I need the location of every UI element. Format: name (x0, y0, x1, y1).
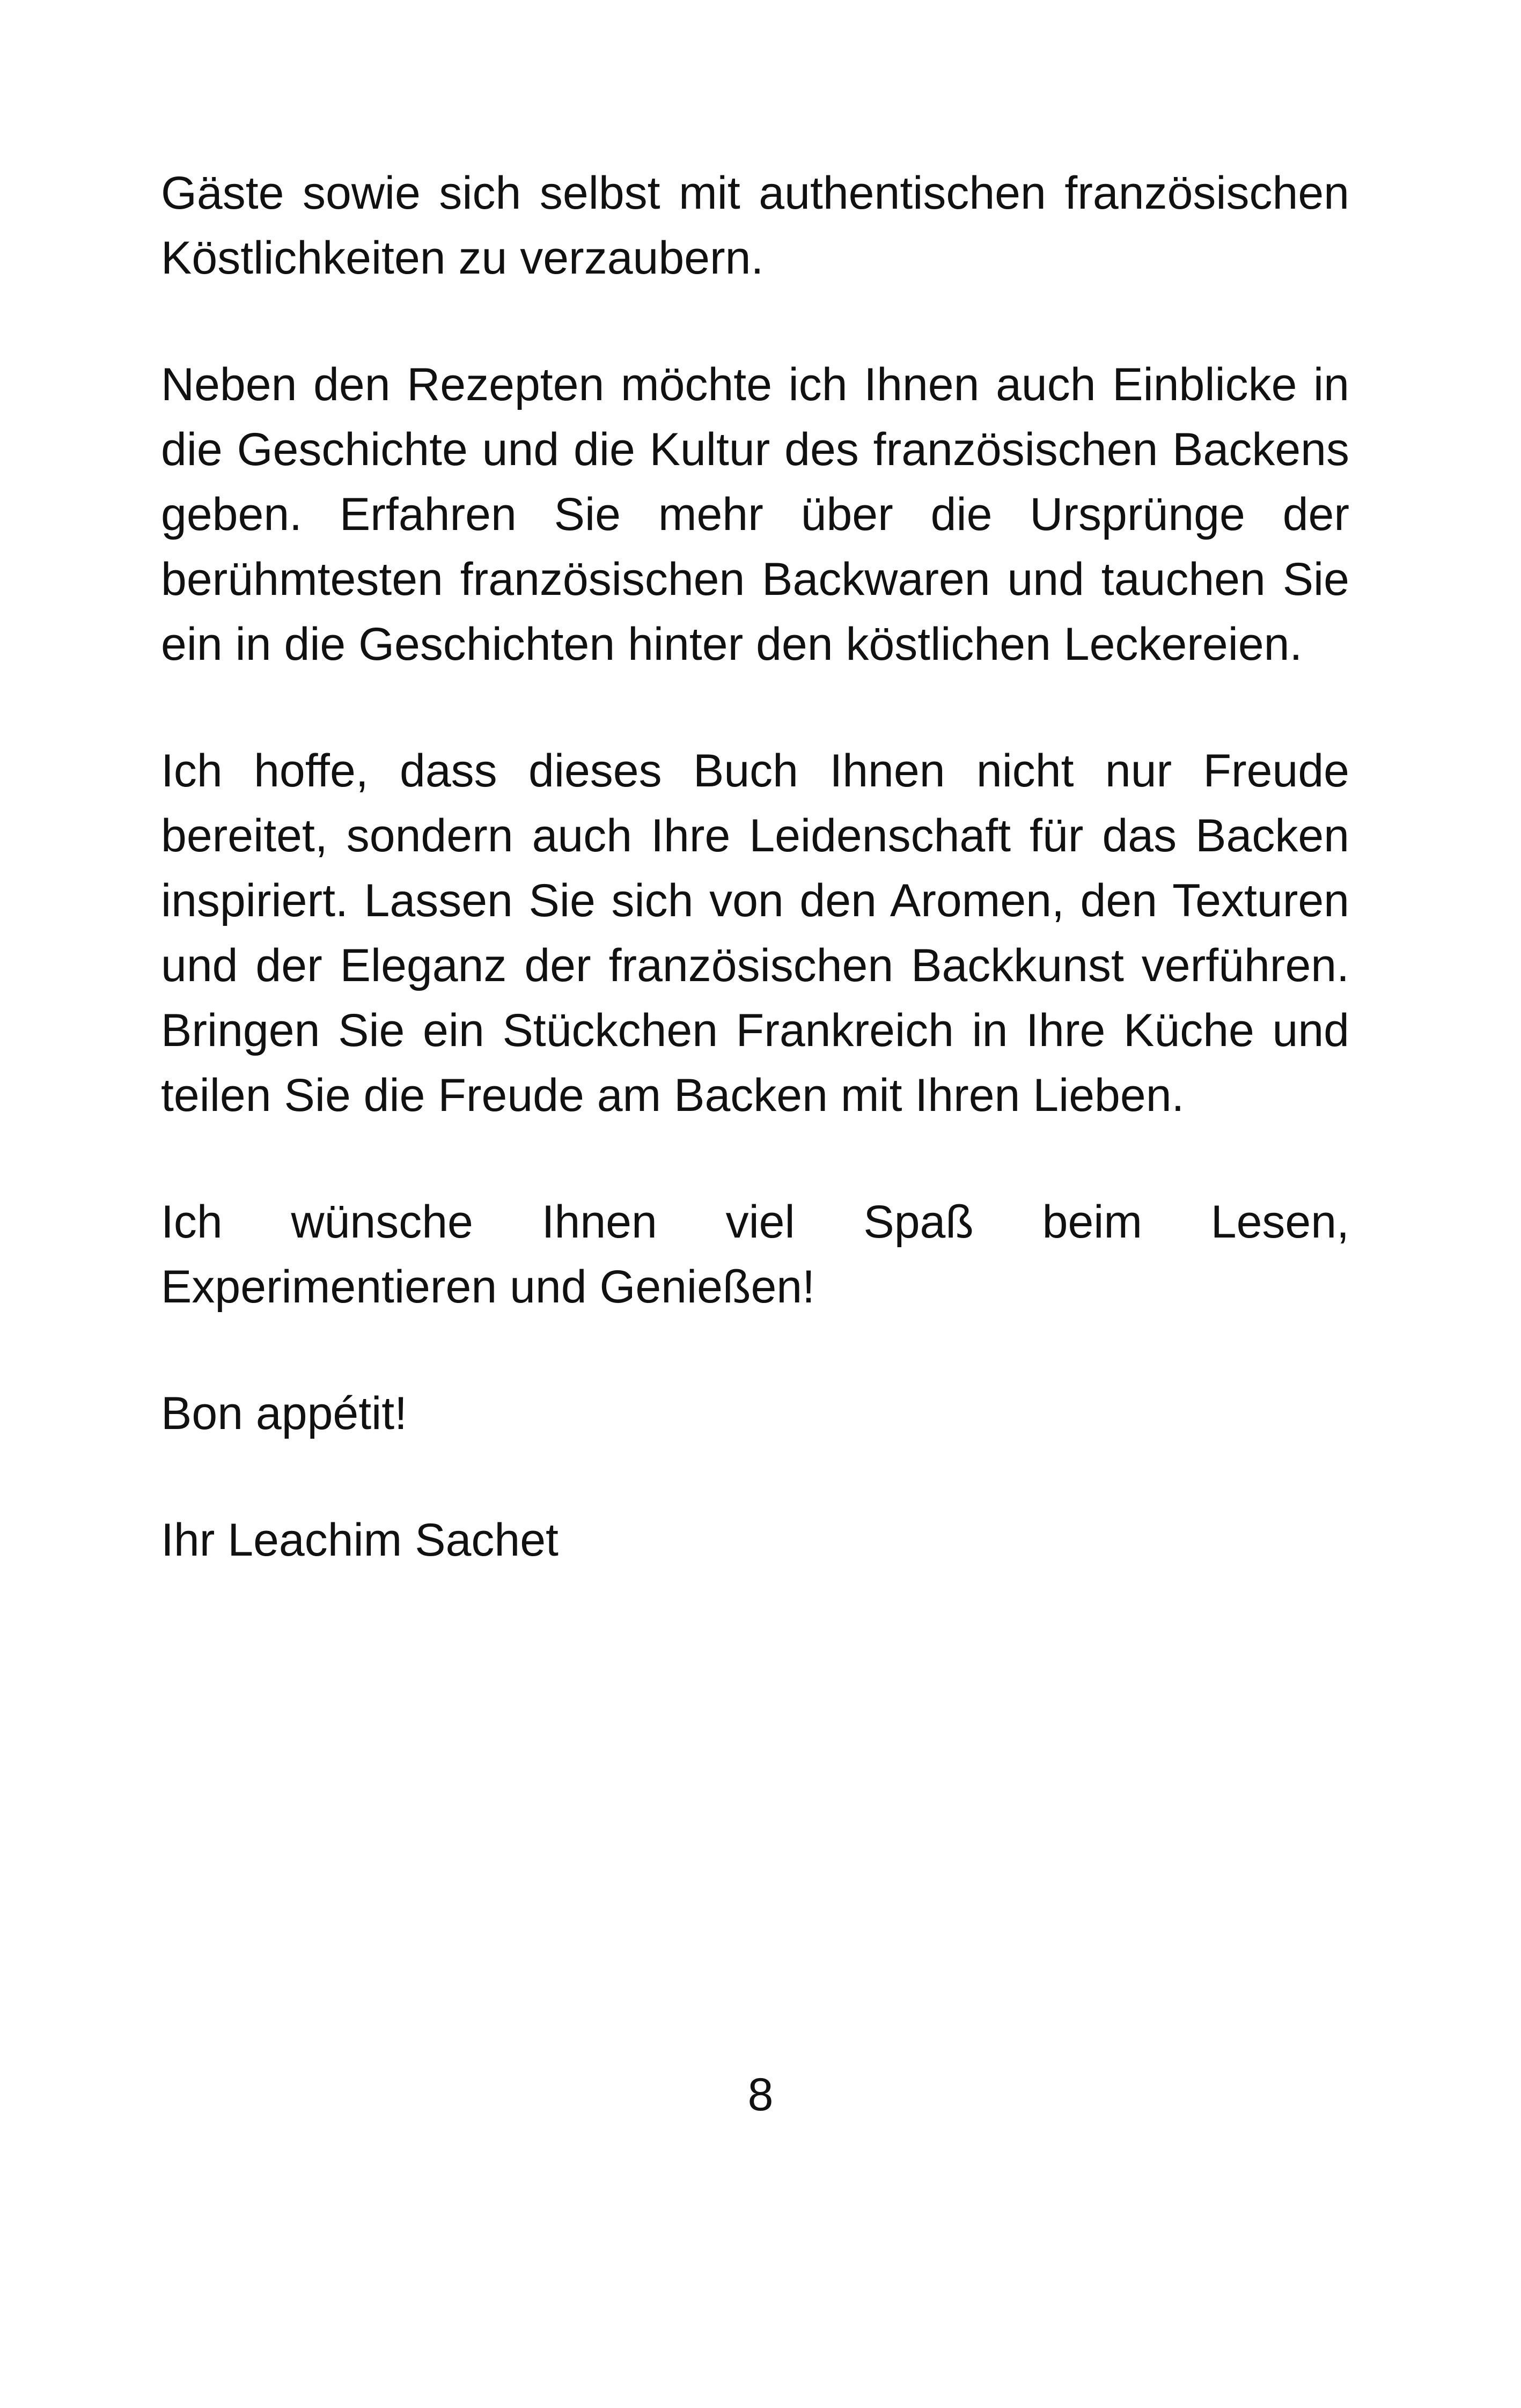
paragraph-4: Ich wünsche Ihnen viel Spaß beim Lesen, Experimentieren und Genießen! (161, 1196, 1349, 1313)
paragraph-3: Ich hoffe, dass dieses Buch Ihnen nicht nur Freude bereitet, sondern auch Ihre Leidenschaft für das Backen inspiriert. Lassen Sie sich von den Aromen, den Texturen und der Eleganz der französischen Backkunst verführen. Bringen Sie ein Stückchen Frankreich in Ihre Küche und teilen Sie die Freude am Backen mit Ihren Lieben. (161, 745, 1349, 1121)
paragraph-2: Neben den Rezepten möchte ich Ihnen auch Einblicke in die Geschichte und die Kultur des französischen Backens geben. Erfahren Sie mehr über die Ursprünge der berühmtesten französischen Backwaren und tauchen Sie ein in die Geschichten hinter den köstlichen Leckereien. (161, 359, 1349, 670)
paragraph-1: Gäste sowie sich selbst mit authentischen französischen Köstlichkeiten zu verzaubern. (161, 167, 1349, 284)
body-text (161, 161, 1349, 1634)
page-number: 8 (747, 2069, 774, 2120)
author-signoff: Ihr Leachim Sachet (161, 1514, 559, 1566)
closing-greeting: Bon appétit! (161, 1388, 408, 1439)
